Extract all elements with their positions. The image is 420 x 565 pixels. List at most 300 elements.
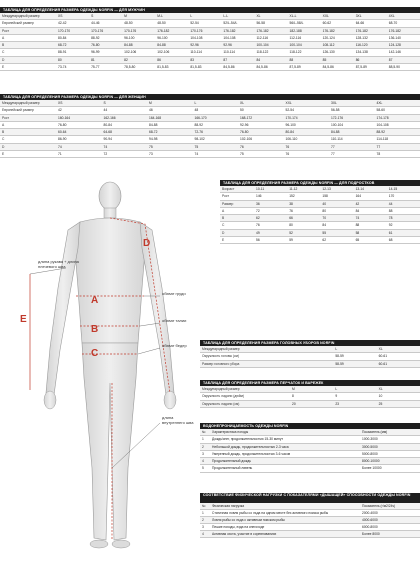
table-cell: 88 [354,222,387,229]
waterproof-table-title: ВОДОНЕПРОНИЦАЕМОСТЬ ОДЕЖДЫ NORFIN [200,423,420,429]
table-cell: 66 [287,215,320,222]
table-cell: 166-170 [193,114,239,121]
table-row-label: 3 [200,524,210,531]
table-cell: 68-72 [56,42,89,49]
table-cell: 75 [238,151,284,158]
table-cell: 80 [320,207,353,214]
table-cell: 74 [56,143,102,150]
table-row [200,524,420,531]
table-row-label: 4 [200,531,210,538]
table-cell: 14-15 [387,186,420,193]
table-cell: 36 [254,200,287,207]
table-cell: 68 [387,237,420,244]
table-row [200,531,420,538]
label-sleeve-length: длина рукава + длина плечевого шва [38,260,98,269]
women-size-table [0,94,420,158]
table-cell: Пешие походы, езда на снегоходе [210,524,360,531]
table-cell: 104-108 [221,34,254,41]
table-cell: 76-80 [89,42,122,49]
table-cell: XS [56,13,89,20]
table-cell: 59 [287,237,320,244]
table-cell: 77 [375,143,420,150]
table-cell: XL [377,386,420,393]
gloves-size-table [200,380,420,408]
table-cell: Продолжительный дождь [210,458,360,465]
table-cell: 174-178 [375,114,420,121]
table-row-label: 1 [200,510,210,517]
letter-c: C [91,348,98,359]
table-cell: L [333,386,376,393]
table-cell: 176-182 [221,27,254,34]
table-cell: 112-116 [254,34,287,41]
table-row-label: A [0,121,56,128]
table-cell: Показатель (мм) [360,429,420,436]
table-row [200,386,420,393]
table-row-label: Международный размер [0,13,56,20]
table-cell: 56-58 [254,20,287,27]
table-cell: 84,5-86 [321,64,354,71]
table-cell: Показатель (г/м2/24ч) [360,503,420,510]
table-row [0,136,420,143]
table-row [0,20,420,27]
table-cell: 2000-4000 [360,510,420,517]
table-cell: 75-77 [89,64,122,71]
table-cell: 90-94 [102,136,148,143]
table-cell: 92-96 [188,42,221,49]
table-cell: 136-140 [387,34,420,41]
table-cell: XL [238,100,284,107]
table-row-label: 2 [200,443,210,450]
table-cell: 25 [377,400,420,407]
hats-table-grid [200,346,420,368]
table-cell: Ловля рыбы со льда с активным поиском рыбы [210,517,360,524]
table-cell: 110-114 [221,49,254,56]
table-cell: 84-88 [122,42,155,49]
table-row [0,121,420,128]
table-row [200,400,420,407]
table-cell: 176-182 [321,27,354,34]
table-cell: 92 [387,222,420,229]
table-cell: 118-122 [288,49,321,56]
table-cell: 42 [56,107,102,114]
table-cell: 3XL [354,13,387,20]
women-table-grid [0,100,420,158]
table-cell: 176-182 [387,27,420,34]
table-cell: 128-132 [354,34,387,41]
table-cell: 114-118 [375,136,420,143]
table-cell: 80-84 [102,121,148,128]
table-cell: 84-88 [147,121,193,128]
table-row [200,465,420,472]
table-row-label: C [220,222,254,229]
men-table-title: ТАБЛИЦА ДЛЯ ОПРЕДЕЛЕНИЯ РАЗМЕРА ОДЕЖДЫ NORFIN — ДЛЯ МУЖЧИН [0,7,420,13]
table-cell: 80-84 [56,34,89,41]
table-row [200,360,420,367]
table-cell: 3000-5000 [360,443,420,450]
table-cell: 87 [387,56,420,63]
waterproof-table [200,423,420,473]
table-cell: 100-104 [254,42,287,49]
table-row-label: A [220,207,254,214]
table-cell: 88-92 [193,121,239,128]
table-row-label: A [0,34,56,41]
table-cell: 62 [254,215,287,222]
table-cell: 100-104 [329,121,375,128]
table-row-label: B [0,129,56,136]
letter-d: D [143,238,150,249]
table-cell: 88-92 [89,34,122,41]
table-row-label: Окружность головы (см) [200,353,290,360]
table-row [220,215,420,222]
table-cell: XXL [284,100,330,107]
table-cell: 168-172 [238,114,284,121]
table-row [200,353,420,360]
table-cell: 4XL [375,100,420,107]
table-cell: 52 [287,229,320,236]
table-cell: 48-50 [155,20,188,27]
table-row-label: D [0,143,56,150]
table-cell: 10 [377,393,420,400]
table-cell: 75 [147,143,193,150]
table-cell: 84 [254,56,287,63]
label-waist: обхват талии [162,319,192,324]
table-cell: 6000-8000 [360,524,420,531]
table-cell: 96-100 [155,34,188,41]
table-cell: 74 [193,151,239,158]
table-cell: 48-50 [122,20,155,27]
table-cell: 60-61 [377,353,420,360]
table-cell: 76 [284,143,330,150]
table-cell: Более 10000 [360,465,420,472]
table-cell: L-L [221,13,254,20]
table-cell: 9 [333,393,376,400]
table-cell: 88 [387,207,420,214]
table-cell: 170-176 [89,27,122,34]
table-cell: 112-116 [288,34,321,41]
table-cell: 152 [287,193,320,200]
table-cell: 84,5-86 [254,64,287,71]
table-cell: 87 [221,56,254,63]
table-cell: 56/L-58/L [288,20,321,27]
table-cell: 158 [320,193,353,200]
table-row-label: Международный размер [200,386,290,393]
teens-size-table [220,180,420,244]
letter-b: B [91,324,98,335]
table-cell: 8 [290,393,333,400]
table-cell: 118-122 [254,49,287,56]
table-cell: 3XL [329,100,375,107]
table-cell: 96-100 [284,121,330,128]
table-cell: 56 [254,237,287,244]
waterproof-table-grid [200,429,420,473]
table-cell: L [188,13,221,20]
table-row [0,27,420,34]
table-cell: Дождь/снег, продолжительностью 15-30 минут [210,436,360,443]
table-cell: M [290,386,333,393]
table-row [220,222,420,229]
table-row [0,49,420,56]
table-cell: 72 [254,207,287,214]
table-cell: 102-106 [122,49,155,56]
table-cell: XL-L [288,13,321,20]
table-row [220,186,420,193]
table-cell: 58-60 [375,107,420,114]
table-row-label: E [0,64,56,71]
table-row [0,34,420,41]
table-cell: 12-13 [320,186,353,193]
table-cell: Физическая нагрузка [210,503,360,510]
table-cell: 76-80 [56,121,102,128]
table-cell: 170-176 [122,27,155,34]
table-cell: 68-72 [147,129,193,136]
table-cell: 58-59 [333,360,376,367]
table-cell: 110-114 [188,49,221,56]
table-cell: L [333,346,376,353]
table-cell: 80 [56,56,89,63]
table-cell: 60-62 [321,20,354,27]
table-cell: 68-70 [387,20,420,27]
table-cell: 13-14 [354,186,387,193]
table-cell: 84-88 [329,129,375,136]
table-cell: 40 [320,200,353,207]
table-cell: 76 [238,143,284,150]
table-cell: 88-92 [375,129,420,136]
table-row-label: Возраст [220,186,254,193]
table-cell: 84 [320,222,353,229]
table-cell: S [102,100,148,107]
table-cell: 88,5-90 [387,64,420,71]
table-cell: 1000-3000 [360,436,420,443]
table-cell: 84 [354,207,387,214]
breathability-table [200,493,420,538]
table-row-label: C [0,49,56,56]
table-cell: 65 [354,237,387,244]
table-cell: 164 [354,193,387,200]
table-cell: 42 [354,200,387,207]
table-cell: XL [377,346,420,353]
table-cell: 78,5-80 [122,64,155,71]
table-cell: 134-138 [354,49,387,56]
table-cell: 176-182 [354,27,387,34]
table-cell: 61 [387,229,420,236]
table-cell: 44 [102,107,148,114]
table-cell: 162-166 [102,114,148,121]
table-cell: 49 [254,229,287,236]
table-row-label: 2 [200,517,210,524]
table-cell: 126-130 [321,49,354,56]
breathability-table-title: СООТВЕТСТВИЕ ФИЗИЧЕСКОЙ НАГРУЗКИ С ПОКАЗАТЕЛЯМИ «ДЫШАЩЕЙ» СПОСОБНОСТИ ОДЕЖДЫ NORFIN [200,493,420,503]
table-row-label: Международный размер [200,346,290,353]
table-row-label: C [0,136,56,143]
table-cell: 110-114 [329,136,375,143]
table-cell: 102-106 [238,136,284,143]
table-row-label: № [200,429,210,436]
table-cell: 172-176 [329,114,375,121]
table-row-label: Рост [0,27,56,34]
table-row [200,443,420,450]
table-cell: 76 [254,222,287,229]
table-row-label: Окружность ладони (см) [200,400,290,407]
table-row [0,13,420,20]
table-row [0,100,420,107]
table-cell: 98-102 [193,136,239,143]
table-cell: 92-96 [238,121,284,128]
teens-table-title: ТАБЛИЦА ДЛЯ ОПРЕДЕЛЕНИЯ РАЗМЕРА ОДЕЖДЫ NORFIN — ДЛЯ ПОДРОСТКОВ [220,180,420,186]
table-row [0,107,420,114]
table-cell: Статичная ловля рыбы со льда на одном месте без активного поиска рыбы [210,510,360,517]
table-cell: 102-106 [155,49,188,56]
table-cell: 78 [375,151,420,158]
table-cell: 77 [329,151,375,158]
table-row-label: B [220,215,254,222]
table-cell: 72 [102,151,148,158]
table-cell: 176-182 [254,27,287,34]
table-cell: 52/L-54/L [221,20,254,27]
table-row [200,429,420,436]
table-cell: 124-128 [387,42,420,49]
table-cell: 5000-8000 [360,450,420,457]
label-hips: обхват бедер [162,344,192,349]
table-row [0,56,420,63]
table-cell: Продолжительный ливень [210,465,360,472]
body-silhouette-illustration [0,178,210,560]
table-cell: 81,5-83 [188,64,221,71]
hats-size-table [200,340,420,368]
table-cell: 56-58 [329,107,375,114]
table-cell: 87,5-89 [354,64,387,71]
label-chest: обхват груди [162,292,192,297]
table-row-label: D [0,56,56,63]
label-inseam: длина внутреннего шва [162,416,196,425]
hats-table-title: ТАБЛИЦА ДЛЯ ОПРЕДЕЛЕНИЯ РАЗМЕРА ГОЛОВНЫХ УБОРОВ NORFIN [200,340,420,346]
table-cell: 76 [287,207,320,214]
table-cell: L [193,100,239,107]
table-row [220,207,420,214]
table-cell: 146 [254,193,287,200]
table-row-label: Рост [220,193,254,200]
table-cell: 42-42 [56,20,89,27]
table-cell: Более 8000 [360,531,420,538]
table-cell: 73-74 [56,64,89,71]
table-cell: 74 [354,215,387,222]
table-cell: 50 [238,107,284,114]
table-cell: 81,5-83 [155,64,188,71]
table-row-label: E [220,237,254,244]
table-cell: 38 [287,200,320,207]
table-row [200,510,420,517]
table-cell: Активная охота, участие в соревнованиях [210,531,360,538]
teens-table-grid [220,186,420,244]
table-cell: 84,5-86 [221,64,254,71]
table-cell: 170-176 [188,27,221,34]
table-row-label: Окружность ладони (дюйм) [200,393,290,400]
table-cell: M [147,100,193,107]
table-cell: 82 [122,56,155,63]
table-row [220,237,420,244]
table-row [220,193,420,200]
table-row-label: 1 [200,436,210,443]
table-cell: 106-110 [284,136,330,143]
table-cell: 4000-6000 [360,517,420,524]
table-row-label: 3 [200,450,210,457]
table-cell: M [122,13,155,20]
table-row [0,114,420,121]
table-cell: 4XL [387,13,420,20]
table-cell: 176-182 [155,27,188,34]
table-cell: 64-66 [354,20,387,27]
table-cell: 77 [329,143,375,150]
table-cell: Небольшой дождь, продолжительностью 2-3 часа [210,443,360,450]
table-cell: 46 [147,107,193,114]
table-cell: XXL [321,13,354,20]
table-cell: 160-164 [56,114,102,121]
table-cell: 81 [89,56,122,63]
table-row [0,151,420,158]
table-cell: 96-99 [89,49,122,56]
table-row-label: D [220,229,254,236]
table-row [200,346,420,353]
table-cell: 85 [321,56,354,63]
gloves-table-title: ТАБЛИЦА ДЛЯ ОПРЕДЕЛЕНИЯ РАЗМЕРА ПЕРЧАТОК И ВАРЕЖЕК [200,380,420,386]
table-cell: 86-90 [56,136,102,143]
table-cell: 170 [387,193,420,200]
gloves-table-grid [200,386,420,408]
table-cell: 76-80 [238,129,284,136]
body-measurement-figure [0,178,210,560]
table-row-label: Европейский размер [0,20,56,27]
table-cell: 11-12 [287,186,320,193]
table-cell: 74 [102,143,148,150]
table-cell: 52-54 [284,107,330,114]
table-row-label: 5 [200,465,210,472]
table-cell: 48 [193,107,239,114]
table-cell: 108-112 [321,42,354,49]
table-cell: 116-120 [354,42,387,49]
table-cell: M-L [155,13,188,20]
table-cell: 100-104 [288,42,321,49]
table-cell: 92-96 [221,42,254,49]
breathability-table-grid [200,503,420,538]
table-cell: 78 [387,215,420,222]
table-cell: 72-76 [193,129,239,136]
letter-e: E [20,314,27,325]
table-cell: 84-88 [155,42,188,49]
table-cell: S [89,13,122,20]
table-cell: 60-61 [377,360,420,367]
women-table-title: ТАБЛИЦА ДЛЯ ОПРЕДЕЛЕНИЯ РАЗМЕРА ОДЕЖДЫ NORFIN — ДЛЯ ЖЕНЩИН [0,94,420,100]
table-cell: 182-188 [288,27,321,34]
table-row [200,517,420,524]
table-cell [290,346,333,353]
table-row [200,436,420,443]
table-row [0,42,420,49]
table-cell: 94-98 [147,136,193,143]
table-cell: 86 [155,56,188,63]
table-cell: 80-84 [284,129,330,136]
table-cell: 75 [193,143,239,150]
table-row-label: № [200,503,210,510]
letter-a: A [91,295,98,306]
table-cell: 60-64 [56,129,102,136]
table-cell: Умеренный дождь, продолжительностью 3-6 часов [210,450,360,457]
table-cell: 120-124 [321,34,354,41]
table-cell: 10-11 [254,186,287,193]
table-cell: 164-168 [147,114,193,121]
table-cell: 86 [354,56,387,63]
table-cell: 71 [56,151,102,158]
table-row [200,450,420,457]
table-row [0,143,420,150]
